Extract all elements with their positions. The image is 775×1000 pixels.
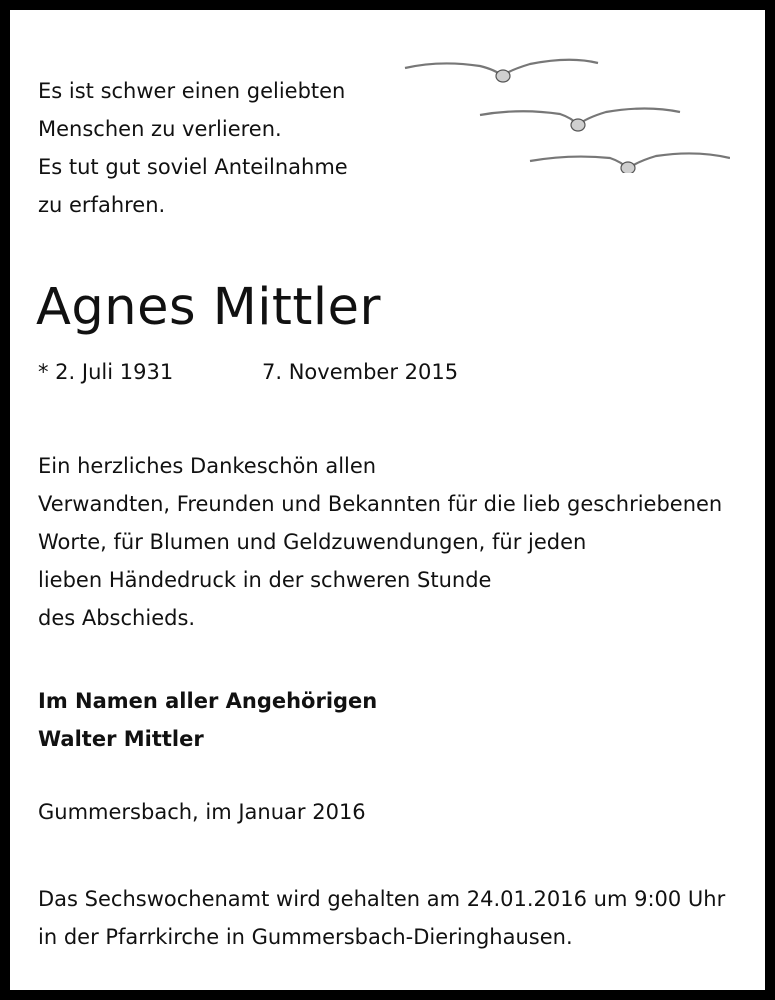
service-line: in der Pfarrkirche in Gummersbach-Dieringhausen.	[38, 925, 573, 949]
signature-line: Im Namen aller Angehörigen	[38, 689, 378, 713]
bird-icon	[480, 109, 680, 132]
bird-icon	[405, 60, 598, 82]
death-date: 7. November 2015	[262, 360, 459, 384]
obituary-notice	[10, 10, 765, 990]
opening-quote	[38, 72, 348, 224]
place-date: Gummersbach, im Januar 2016	[38, 800, 366, 824]
thanks-line: des Abschieds.	[38, 606, 196, 630]
quote-line: Es tut gut soviel Anteilnahme	[38, 155, 348, 179]
birth-date: * 2. Juli 1931	[38, 360, 174, 384]
thanks-line: Ein herzliches Dankeschön allen	[38, 454, 377, 478]
bird-icon	[530, 153, 730, 173]
thanks-paragraph	[38, 447, 722, 637]
service-line: Das Sechswochenamt wird gehalten am 24.01.2016 um 9:00 Uhr	[38, 887, 726, 911]
quote-line: Es ist schwer einen geliebten	[38, 79, 346, 103]
thanks-line: lieben Händedruck in der schweren Stunde	[38, 568, 492, 592]
thanks-line: Worte, für Blumen und Geldzuwendungen, für jeden	[38, 530, 587, 554]
quote-line: zu erfahren.	[38, 193, 166, 217]
thanks-line: Verwandten, Freunden und Bekannten für die lieb geschriebenen	[38, 492, 723, 516]
deceased-name: Agnes Mittler	[36, 278, 381, 337]
signatory-name: Walter Mittler	[38, 727, 204, 751]
flying-birds-illustration	[400, 48, 730, 173]
service-announcement	[38, 880, 725, 956]
signature-block	[38, 682, 377, 758]
quote-line: Menschen zu verlieren.	[38, 117, 282, 141]
